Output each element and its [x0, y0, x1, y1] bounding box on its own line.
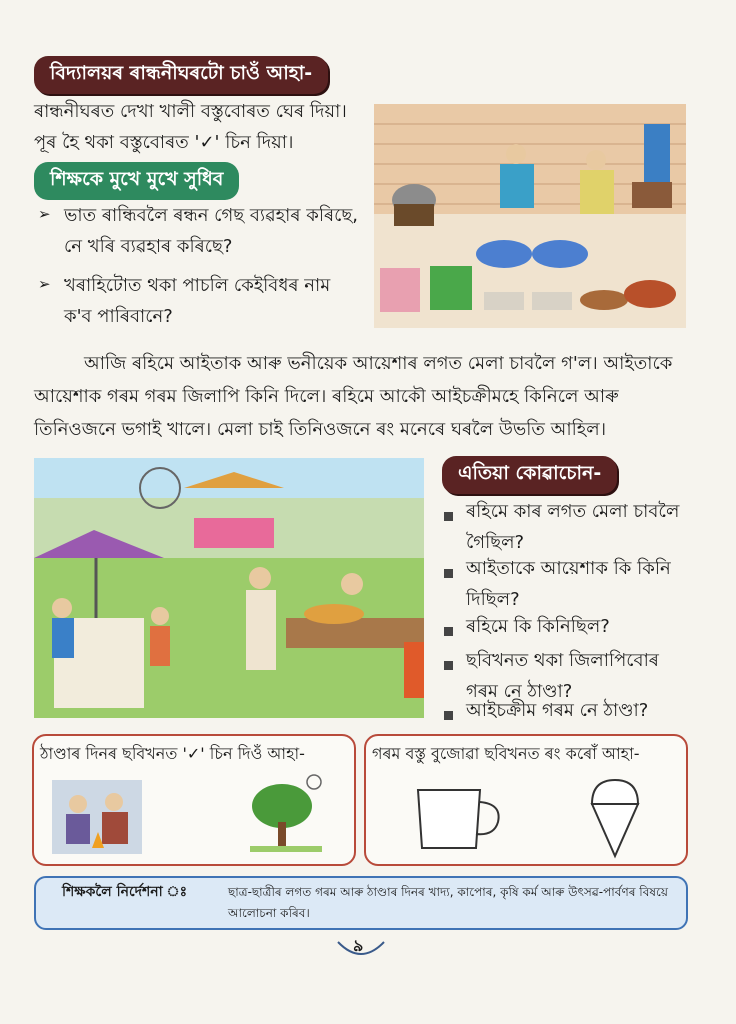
bullet-arrow-icon: ➢	[38, 275, 51, 293]
kitchen-illustration	[374, 104, 686, 328]
story-line-1: আজি ৰহিমে আইতাক আৰু ভনীয়েক আয়েশাৰ লগত মেলা চাবলৈ গ'ল। আইতাকে	[84, 353, 673, 374]
square-bullet-icon	[444, 627, 453, 636]
hot-day-tree-picture[interactable]	[244, 772, 328, 856]
ice-cream-picture[interactable]	[586, 776, 644, 860]
fair-illustration	[34, 458, 424, 718]
discuss-question-4-a: ছবিখনত থকা জিলাপিবোৰ	[466, 650, 659, 671]
cold-day-picture[interactable]	[52, 780, 142, 854]
teacher-note-line-1: ছাত্ৰ-ছাত্ৰীৰ লগত গৰম আৰু ঠাণ্ডাৰ দিনৰ খাদ্য, কাপোৰ, কৃষি কৰ্ম আৰু উৎসৱ-পাৰ্বণৰ বিষয়ে	[228, 885, 668, 899]
cup-picture[interactable]	[414, 784, 506, 854]
discuss-question-5: আইচক্ৰীম গৰম নে ঠাণ্ডা?	[466, 700, 649, 721]
square-bullet-icon	[444, 661, 453, 670]
story-line-3: তিনিওজনে ভগাই খালে। মেলা চাই তিনিওজনে ৰং মনেৰে ঘৰলৈ উভতি আহিল।	[34, 419, 607, 440]
teacher-note-line-2: আলোচনা কৰিব।	[228, 906, 310, 920]
ask-question-1-line-2: নে খৰি ব্যৱহাৰ কৰিছে?	[64, 236, 233, 257]
square-bullet-icon	[444, 569, 453, 578]
page-number: ৯	[353, 936, 364, 955]
teacher-note	[34, 876, 688, 930]
kitchen-instruction-2: পূৰ হৈ থকা বস্তুবোৰত '✓' চিন দিয়া।	[34, 132, 294, 153]
teacher-note-label: শিক্ষকলৈ নিৰ্দেশনা ঃ	[62, 884, 188, 900]
square-bullet-icon	[444, 711, 453, 720]
discuss-question-2-b: দিছিল?	[466, 589, 520, 610]
hot-thing-panel	[364, 734, 688, 866]
discuss-question-1-a: ৰহিমে কাৰ লগত মেলা চাবলৈ	[466, 501, 680, 522]
cold-day-panel	[32, 734, 356, 866]
ask-question-2-line-1: খৰাহিটোত থকা পাচলি কেইবিধৰ নাম	[64, 275, 331, 296]
discuss-question-2-a: আইতাকে আয়েশাক কি কিনি	[466, 558, 671, 579]
cold-day-title: ঠাণ্ডাৰ দিনৰ ছবিখনত '✓' চিন দিওঁ আহা-	[40, 744, 305, 763]
kitchen-section-title: বিদ্যালয়ৰ ৰান্ধনীঘৰটো চাওঁ আহা-	[34, 56, 328, 94]
discuss-title: এতিয়া কোৱাচোন-	[442, 456, 617, 494]
discuss-question-3: ৰহিমে কি কিনিছিল?	[466, 616, 610, 637]
square-bullet-icon	[444, 512, 453, 521]
ask-teacher-title: শিক্ষকে মুখে মুখে সুধিব	[34, 162, 239, 200]
bullet-arrow-icon: ➢	[38, 205, 51, 223]
story-line-2: আয়েশাক গৰম গৰম জিলাপি কিনি দিলে। ৰহিমে আকৌ আইচক্ৰীমহে কিনিলে আৰু	[34, 386, 619, 407]
ask-question-1-line-1: ভাত ৰান্ধিবলৈ ৰন্ধন গেছ ব্যৱহাৰ কৰিছে,	[64, 205, 358, 226]
hot-thing-title: গৰম বস্তু বুজোৱা ছবিখনত ৰং কৰোঁ আহা-	[372, 744, 640, 763]
ask-question-2-line-2: ক'ব পাৰিবানে?	[64, 306, 173, 327]
discuss-question-1-b: গৈছিল?	[466, 532, 525, 553]
discuss-question-4-b: গৰম নে ঠাণ্ডা?	[466, 681, 573, 702]
kitchen-instruction-1: ৰান্ধনীঘৰত দেখা খালী বস্তুবোৰত ঘেৰ দিয়া।	[34, 101, 347, 122]
